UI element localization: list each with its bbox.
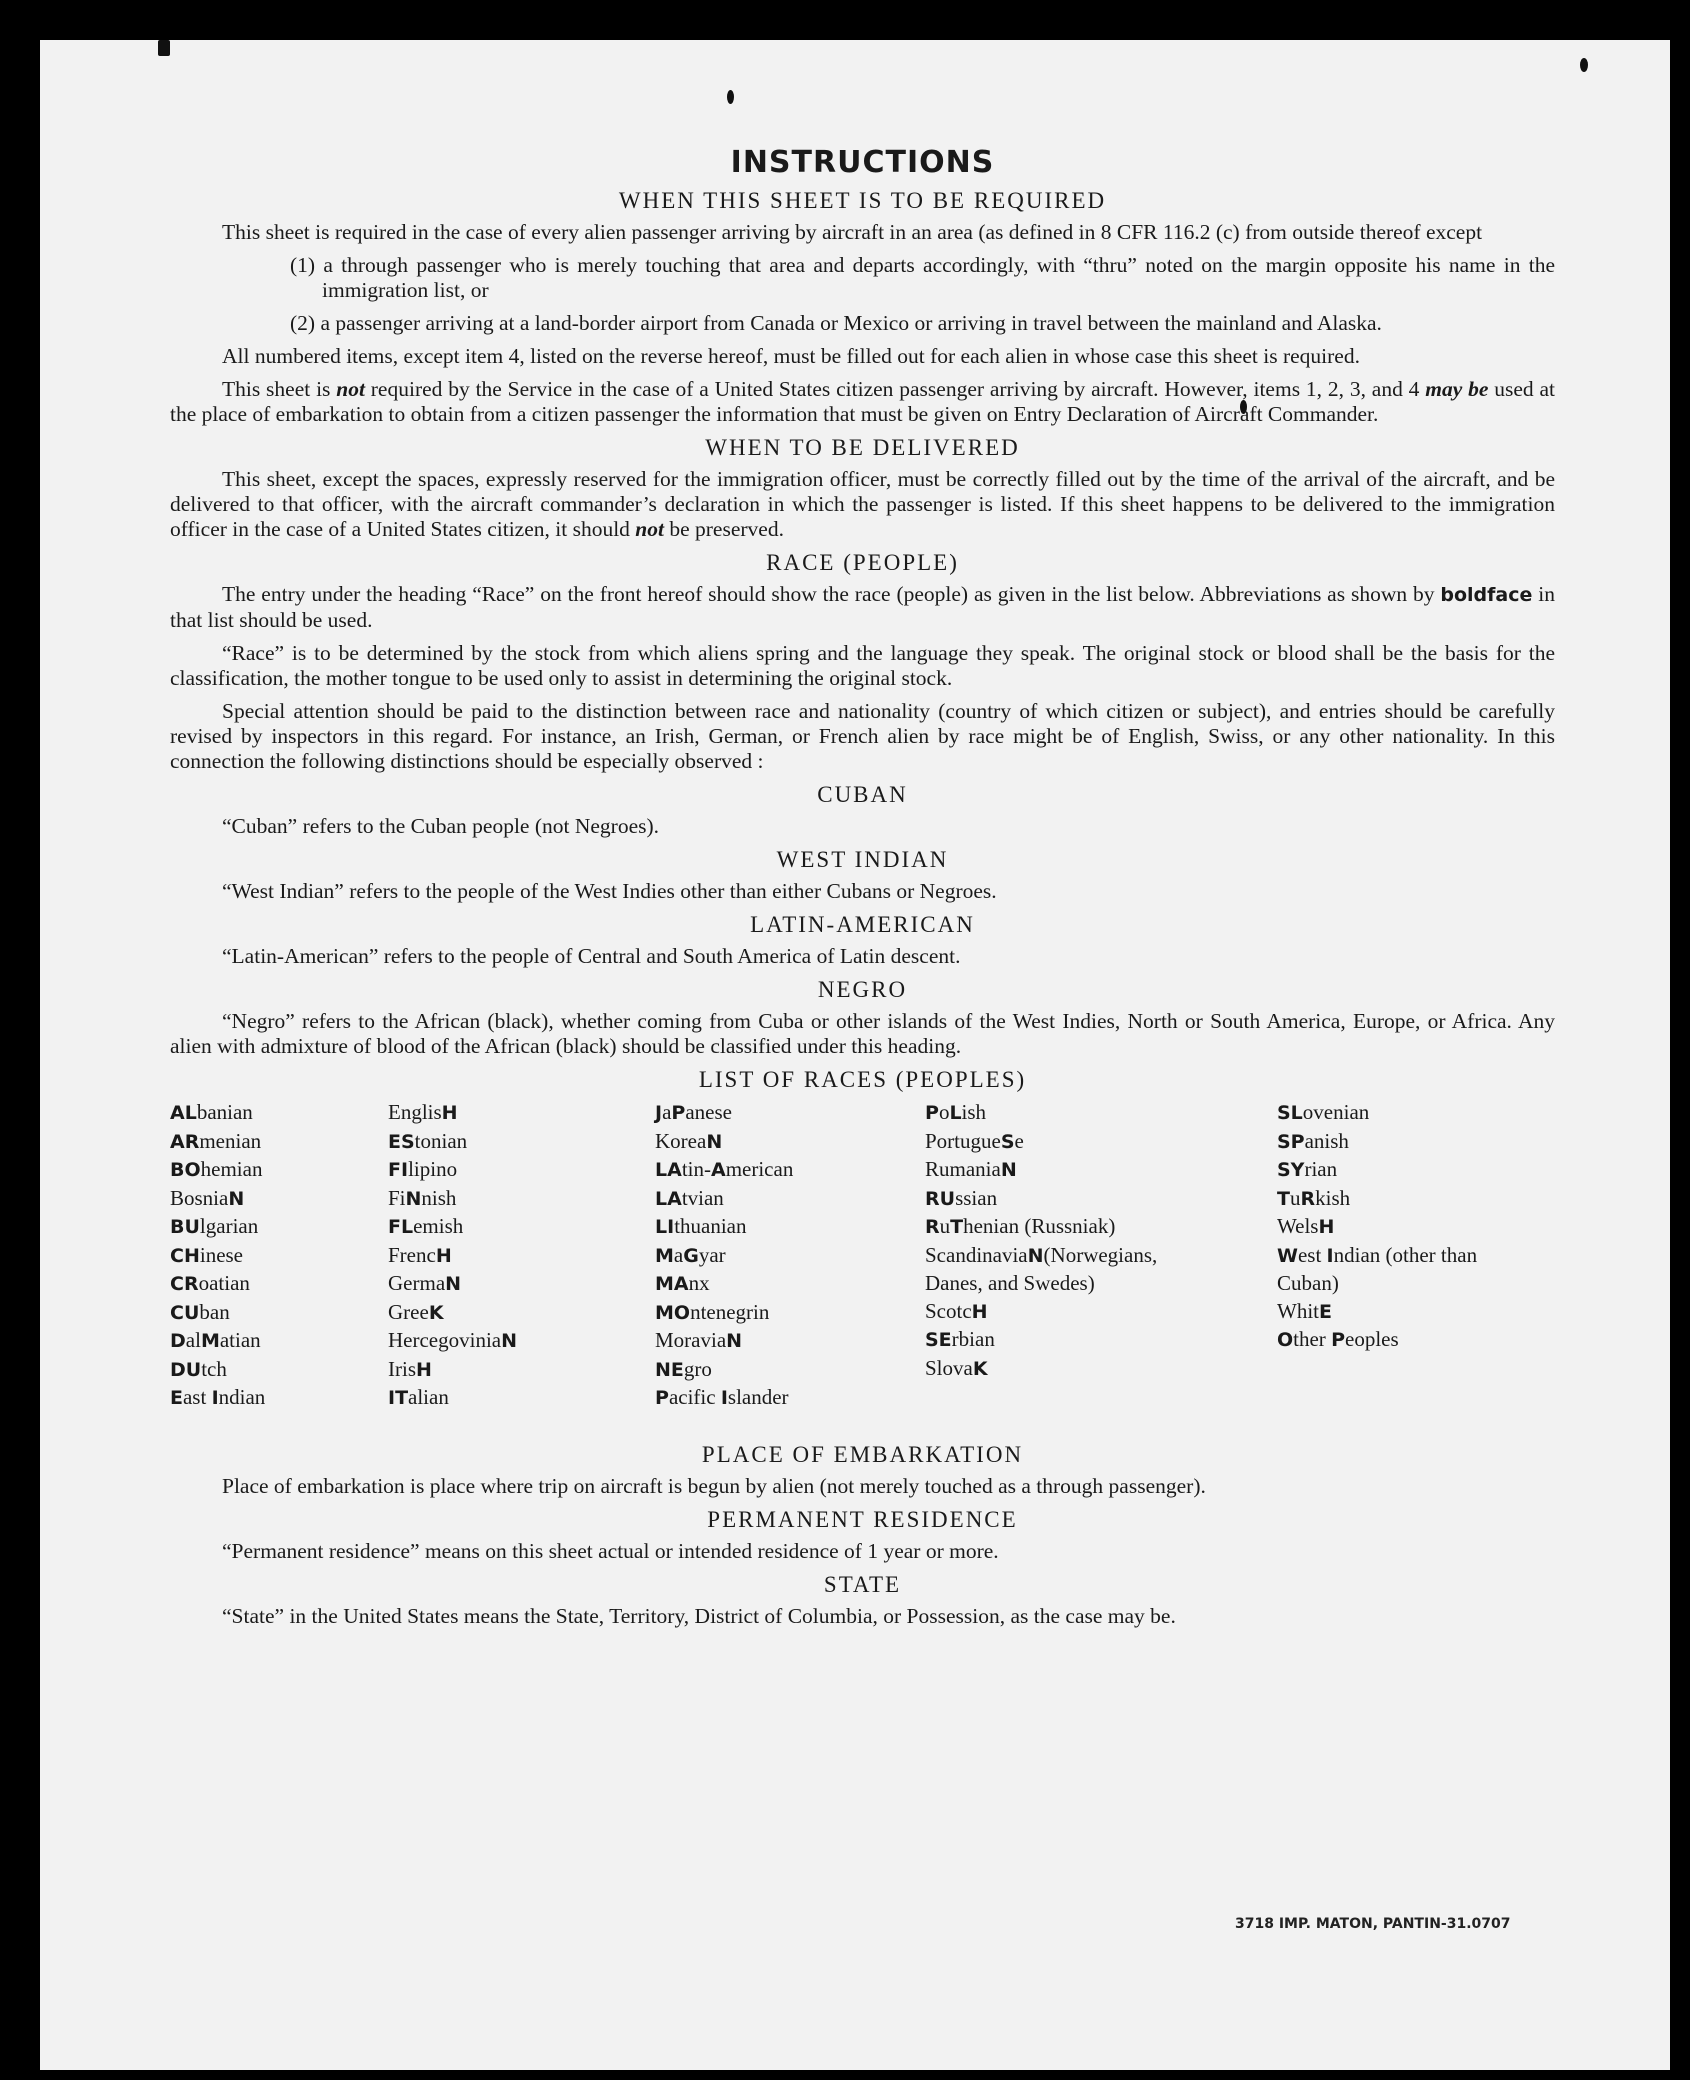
race-abbreviation: FI [388,1159,409,1181]
document-sheet [40,40,1670,2070]
race-abbreviation: D [170,1330,186,1352]
race-entry [925,1326,1205,1355]
race-text: Rumania [925,1157,1001,1181]
paragraph: “Latin-American” refers to the people of Central and South America of Latin descent. [222,944,961,968]
race-abbreviation: I [720,1387,728,1409]
race-entry [1277,1326,1537,1355]
race-entry [170,1356,370,1385]
race-entry [655,1099,885,1128]
race-text: ndian [218,1385,266,1409]
race-abbreviation: R [1300,1187,1316,1210]
paragraph: Place of embarkation is place where trip on aircraft is begun by alien (not merely touched as a through passenger). [222,1474,1206,1498]
race-text: Whit [1277,1298,1319,1323]
text: in that list should be used. [170,582,1555,632]
race-text: nx [688,1271,710,1295]
race-abbreviation: H [1318,1216,1335,1238]
race-abbreviation: BO [170,1159,201,1181]
race-text: merican [725,1157,794,1181]
race-abbreviation: LA [655,1159,682,1181]
race-text: nish [421,1185,457,1210]
race-text: ast [182,1385,212,1409]
race-abbreviation: SL [1277,1102,1303,1124]
race-text: u [939,1214,951,1238]
race-text: eoples [1345,1327,1399,1351]
race-abbreviation: E [170,1387,183,1409]
race-entry [655,1128,885,1157]
race-abbreviation: P [671,1102,686,1124]
race-abbreviation: N [706,1130,723,1153]
race-abbreviation: SP [1277,1130,1305,1153]
race-abbreviation: A [710,1159,726,1181]
paragraph: “West Indian” refers to the people of the West Indies other than either Cubans or Negroes. [222,879,997,903]
race-abbreviation: W [1277,1244,1298,1267]
race-entry [925,1298,1205,1327]
race-text: gro [683,1356,712,1381]
race-entry [655,1156,885,1185]
race-text: Moravia [655,1328,727,1352]
section-heading-list-of-races: LIST OF RACES (PEOPLES) [698,1067,1027,1092]
race-entry [1277,1298,1537,1327]
race-entry [170,1185,370,1214]
text: The entry under the heading “Race” on the front hereof should show the race (people) as given in the list below. Abbreviations as shown by [222,582,1441,606]
race-abbreviation: BU [170,1216,200,1238]
section-heading-embarkation: PLACE OF EMBARKATION [701,1442,1024,1467]
race-text: thuanian [674,1214,747,1238]
section-heading-cuban: CUBAN [817,782,908,807]
paragraph: “Race” is to be determined by the stock from which aliens spring and the language they speak. The original stock or blood shall be the basis for the classification, the mother tongue to be used only to assist in determining the original stock. [170,641,1555,690]
race-text: ban [199,1299,230,1324]
races-column [170,1099,370,1413]
paragraph: “Permanent residence” means on this sheet actual or intended residence of 1 year or more. [222,1539,999,1563]
race-entry [655,1299,885,1328]
emphasis: not [336,377,365,401]
paragraph-item-1: (1) a through passenger who is merely touching that area and departs accordingly, with “thru” noted on the margin opposite his name in the immigration list, or [290,253,1555,302]
race-entry [925,1099,1205,1128]
race-entry [170,1099,370,1128]
paragraph [170,467,1555,542]
race-text: Iris [388,1356,416,1381]
race-text: Bosnia [170,1185,229,1210]
section-heading-required: WHEN THIS SHEET IS TO BE REQUIRED [618,188,1107,213]
race-text: tch [201,1356,227,1381]
section-heading-state: STATE [823,1572,902,1597]
race-abbreviation: M [655,1244,674,1267]
race-entry [388,1242,618,1271]
race-entry [655,1356,885,1385]
race-abbreviation: N [501,1330,518,1352]
race-abbreviation: I [1326,1244,1334,1267]
race-text: Korea [655,1128,707,1153]
races-list [170,1099,1555,1434]
race-text: Scotc [925,1298,972,1323]
race-text: Fi [388,1185,406,1210]
race-abbreviation: K [428,1301,444,1324]
race-entry [655,1270,885,1299]
race-entry [388,1156,618,1185]
race-entry [170,1384,370,1413]
race-text: ther [1293,1327,1332,1351]
race-text: alian [408,1385,449,1409]
race-entry [388,1128,618,1157]
race-text: banian [196,1100,253,1124]
race-text: Wels [1277,1214,1319,1238]
race-abbreviation: H [971,1300,988,1323]
race-text: ndian (other than Cuban) [1277,1242,1478,1295]
section-heading-west-indian: WEST INDIAN [776,847,949,872]
race-entry [170,1242,370,1271]
section-heading-residence: PERMANENT RESIDENCE [707,1507,1018,1532]
section-heading-negro: NEGRO [817,977,908,1002]
race-entry [388,1185,618,1214]
race-abbreviation: H [441,1102,458,1124]
race-text: emish [413,1214,464,1238]
race-abbreviation: P [1331,1329,1345,1351]
race-text: rbian [951,1327,995,1351]
race-text: al [185,1328,201,1352]
paragraph [170,582,1555,633]
race-entry [170,1270,370,1299]
race-entry [925,1185,1205,1214]
paragraph: “Cuban” refers to the Cuban people (not Negroes). [222,814,660,838]
race-abbreviation: N [1027,1244,1044,1267]
race-text: atian [219,1328,261,1352]
document-body [170,105,1555,1637]
race-text: rian [1304,1157,1338,1181]
race-abbreviation: MA [655,1273,689,1295]
race-entry [1277,1213,1537,1242]
paragraph: “Negro” refers to the African (black), whether coming from Cuba or other islands of the West Indies, North or South America, Europe, or Africa. Any alien with admixture of blood of the African (black) should be classified under this heading. [170,1009,1555,1058]
race-text: henian (Russniak) [963,1214,1116,1238]
race-text: Frenc [388,1242,436,1267]
race-text: o [938,1100,950,1124]
race-abbreviation: R [925,1216,940,1238]
races-column [388,1099,618,1413]
race-text: anese [685,1100,732,1124]
race-abbreviation: DU [170,1358,202,1381]
race-text: Portugue [925,1128,1001,1153]
race-abbreviation: K [972,1357,988,1380]
paragraph: All numbered items, except item 4, listed on the reverse hereof, must be filled out for each alien in whose case this sheet is required. [222,344,1360,368]
race-abbreviation: G [683,1244,699,1267]
race-abbreviation: CR [170,1273,199,1295]
race-abbreviation: T [1277,1187,1290,1210]
race-entry [170,1213,370,1242]
race-abbreviation: CU [170,1301,200,1324]
race-abbreviation: J [655,1102,663,1124]
race-abbreviation: CH [170,1244,200,1267]
race-abbreviation: AL [170,1102,197,1124]
text: be preserved. [663,517,784,541]
race-entry [1277,1242,1537,1298]
race-abbreviation: NE [655,1358,684,1381]
race-entry [388,1299,618,1328]
race-text: lipino [408,1157,458,1181]
race-text: slander [727,1385,789,1409]
race-abbreviation: N [445,1273,462,1295]
race-text: menian [199,1128,262,1153]
race-text: tin- [681,1157,711,1181]
race-entry [925,1355,1205,1384]
race-entry [1277,1156,1537,1185]
section-heading-race: RACE (PEOPLE) [766,550,959,575]
text: required by the Service in the case of a United States citizen passenger arriving by aircraft. However, items 1, 2, 3, and 4 [364,377,1426,401]
race-abbreviation: N [228,1187,245,1210]
race-entry [388,1327,618,1356]
text: used at the place of embarkation to obtain from a citizen passenger the information that must be given on Entry Declaration of Aircraft Commander. [170,377,1555,426]
race-text: a [673,1242,684,1267]
race-abbreviation: SE [925,1329,952,1351]
text: This sheet, except the spaces, expressly reserved for the immigration officer, must be correctly filled out by the time of the arrival of the aircraft, and be delivered to that officer, with the aircraft commander’s declaration in which the passenger is listed. If this sheet happens to be delivered to the immigration officer in the case of a United States citizen, it should [170,467,1555,541]
race-text: a [662,1100,672,1124]
race-text: lgarian [199,1214,259,1238]
race-entry [925,1128,1205,1157]
race-text: est [1297,1242,1327,1267]
race-entry [388,1099,618,1128]
race-entry [388,1356,618,1385]
printer-imprint: 3718 IMP. MATON, PANTIN-31.0707 [1235,1916,1511,1932]
race-text: (Norwegians, Danes, and Swedes) [925,1242,1158,1295]
paragraph: Special attention should be paid to the distinction between race and nationality (country of which citizen or subject), and entries should be carefully revised by inspectors in this regard. For instance, an Irish, German, or French alien by race might be of English, Swiss, or any other nationality. In this connection the following distinctions should be especially observed : [170,699,1555,773]
race-text: ovenian [1302,1100,1370,1124]
race-entry [925,1156,1205,1185]
emphasis: boldface [1440,584,1533,606]
race-abbreviation: O [1277,1329,1294,1351]
race-abbreviation: AR [170,1130,200,1153]
race-abbreviation: P [925,1102,939,1124]
race-text: Scandinavia [925,1242,1028,1267]
race-text: acific [668,1385,721,1409]
section-heading-delivered: WHEN TO BE DELIVERED [705,435,1020,460]
race-entry [655,1213,885,1242]
race-abbreviation: FL [388,1216,414,1238]
race-abbreviation: LA [655,1187,682,1210]
race-abbreviation: M [200,1330,220,1352]
race-text: ssian [955,1185,998,1210]
race-abbreviation: N [726,1330,743,1352]
scan-speck [1580,58,1588,72]
race-abbreviation: S [1000,1130,1015,1153]
race-abbreviation: H [416,1358,432,1381]
race-abbreviation: T [950,1216,964,1238]
scan-speck [158,40,170,56]
race-text: inese [199,1242,244,1267]
race-text: Hercegovinia [388,1328,502,1352]
race-entry [1277,1128,1537,1157]
race-entry [388,1270,618,1299]
race-entry [388,1384,618,1413]
race-text: Germa [388,1271,446,1295]
race-entry [1277,1185,1537,1214]
races-column [1277,1099,1537,1355]
text: This sheet is [222,377,337,401]
race-abbreviation: I [211,1387,219,1409]
race-text: ish [961,1100,987,1124]
race-entry [170,1327,370,1356]
race-text: hemian [200,1157,263,1181]
race-text: Englis [388,1100,442,1124]
race-abbreviation: SY [1277,1159,1305,1181]
race-text: tonian [414,1128,468,1153]
race-abbreviation: MO [655,1301,691,1324]
races-column [655,1099,885,1413]
races-column [925,1099,1205,1383]
race-abbreviation: E [1319,1300,1332,1323]
race-entry [655,1327,885,1356]
paragraph-item-2: (2) a passenger arriving at a land-border airport from Canada or Mexico or arriving in travel between the mainland and Alaska. [290,311,1382,335]
race-text: e [1014,1128,1024,1153]
emphasis: may be [1425,377,1489,401]
race-text: ntenegrin [690,1299,770,1324]
race-abbreviation: H [435,1244,452,1267]
paragraph: This sheet is required in the case of every alien passenger arriving by aircraft in an area (as defined in 8 CFR 116.2 (c) from outside thereof except [222,220,1483,244]
race-entry [170,1299,370,1328]
race-abbreviation: ES [388,1130,415,1153]
race-entry [170,1128,370,1157]
race-entry [655,1185,885,1214]
scan-speck [727,90,734,104]
race-abbreviation: LI [655,1216,675,1238]
race-entry [655,1384,885,1413]
race-entry [925,1213,1205,1242]
race-text: Slova [925,1355,973,1380]
race-entry [170,1156,370,1185]
race-abbreviation: L [949,1102,962,1124]
race-text: tvian [681,1185,724,1210]
race-entry [655,1242,885,1271]
emphasis: not [635,517,664,541]
race-abbreviation: IT [388,1387,409,1409]
paragraph [170,377,1555,427]
race-text: oatian [198,1271,250,1295]
race-text: kish [1315,1185,1351,1210]
race-abbreviation: P [655,1387,669,1409]
race-entry [1277,1099,1537,1128]
race-abbreviation: RU [925,1187,956,1210]
race-entry [925,1242,1205,1298]
race-text: Gree [388,1299,429,1324]
race-text: yar [698,1242,726,1267]
page-title: INSTRUCTIONS [730,145,995,180]
race-abbreviation: N [1000,1159,1017,1181]
race-text: u [1289,1185,1301,1210]
race-entry [388,1213,618,1242]
section-heading-latin-american: LATIN-AMERICAN [750,912,975,937]
paragraph: “State” in the United States means the State, Territory, District of Columbia, or Possession, as the case may be. [222,1604,1176,1628]
race-abbreviation: N [405,1187,422,1210]
race-text: anish [1304,1128,1349,1153]
